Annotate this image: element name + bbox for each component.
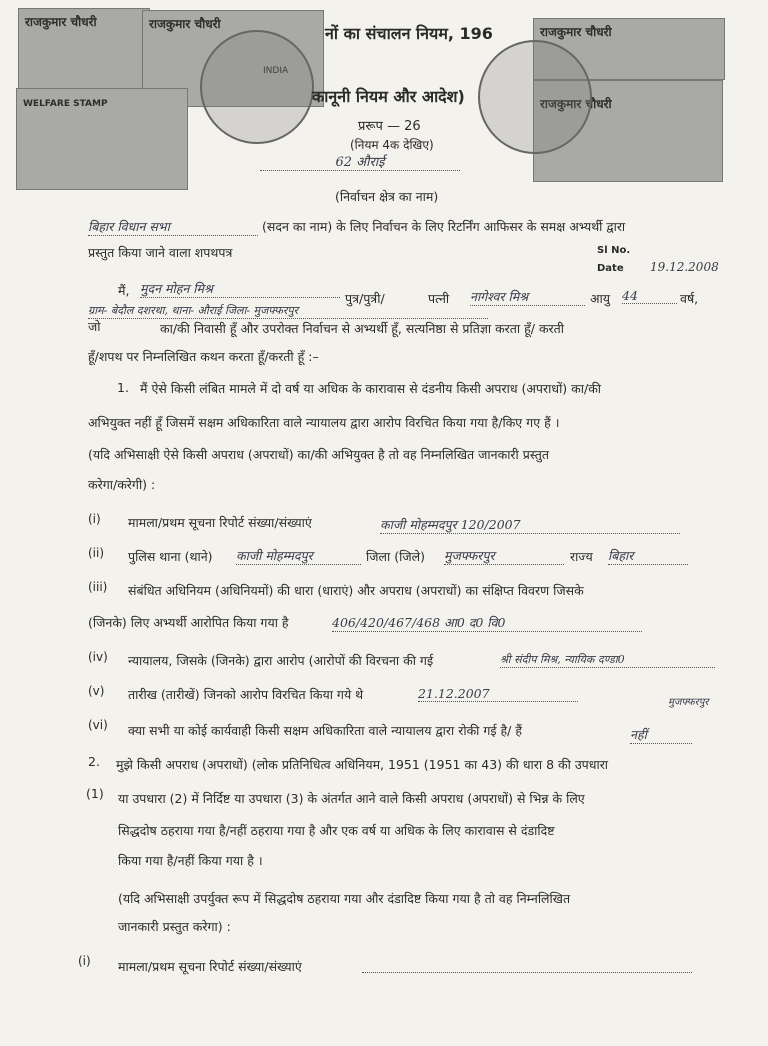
header-subtitle: कानूनी नियम और आदेश): [312, 87, 465, 106]
age-value: 44: [622, 288, 677, 304]
item-label: न्यायालय, जिसके (जिनके) द्वारा आरोप (आरोपों की विरचना की गई: [128, 653, 434, 668]
stay-value: नहीं: [630, 726, 692, 744]
address-value: ग्राम- बेदौल दशरथा, थाना- औराई जिला- मुजफ्फरपुर: [88, 303, 488, 319]
item-label: तारीख (तारीखें) जिनको आरोप विरचित किया गये थे: [128, 687, 364, 702]
year-label: वर्ष,: [680, 291, 699, 306]
case-number-value: काजी मोहम्मदपुर 120/2007: [380, 516, 680, 534]
court-value-place: मुजफ्फरपुर: [668, 697, 709, 708]
seal-icon: [478, 40, 592, 154]
section-number: 2.: [88, 754, 100, 769]
police-station-value: काजी मोहम्मदपुर: [236, 547, 361, 565]
item-number: (ii): [88, 546, 105, 560]
header-title: नों का संचालन नियम, 196: [325, 24, 493, 43]
date-label: Date: [597, 263, 624, 274]
form-number: प्ररूप — 26: [358, 119, 421, 134]
item-label: मामला/प्रथम सूचना रिपोर्ट संख्या/संख्याएं: [128, 515, 312, 530]
charge-date-value: 21.12.2007: [418, 686, 578, 702]
case-number-blank: [362, 958, 692, 973]
district-value: मुजफ्फरपुर: [444, 547, 564, 565]
rule-reference: (नियम 4क देखिए): [350, 138, 434, 152]
me-label: मैं,: [118, 283, 130, 298]
declarant-name: मुदन मोहन मिश्र: [140, 280, 340, 298]
section1-line: (यदि अभिसाक्षी ऐसे किसी अपराध (अपराधों) का/की अभियुक्त है तो वह निम्नलिखित जानकारी प्रस्तुत: [88, 447, 549, 462]
section2-line: जानकारी प्रस्तुत करेगा) :: [118, 919, 231, 934]
oath-line: हूँ/शपथ पर निम्नलिखित कथन करता हूँ/करती हूँ :–: [88, 349, 319, 364]
item-label: क्या सभी या कोई कार्यवाही किसी सक्षम अधिकारिता वाले न्यायालय द्वारा रोकी गई है/ हैं: [128, 723, 523, 738]
section1-line: करेगा/करेगी) :: [88, 477, 156, 492]
item-number: (v): [88, 684, 105, 698]
wife-of-label: पत्नी: [428, 291, 450, 306]
section2-subnumber: (1): [86, 786, 104, 801]
age-label: आयु: [590, 291, 611, 306]
son-of-label: पुत्र/पुत्री/: [345, 291, 385, 306]
resident-line: का/की निवासी हूँ और उपरोक्त निर्वाचन से अभ्यर्थी हूँ, सत्यनिष्ठा से प्रतिज्ञा करता हूँ/ करती: [160, 321, 565, 336]
section1-line: अभियुक्त नहीं हूँ जिसमें सक्षम अधिकारिता वाले न्यायालय द्वारा आरोप विरचित किया गया है/किए गए हैं ।: [88, 415, 560, 430]
item-number: (i): [78, 954, 91, 968]
jo-label: जो: [88, 319, 101, 334]
stamp-text: राजकुमार चौधरी: [25, 15, 97, 29]
sl-no-label: Sl No.: [597, 245, 631, 256]
stamp-text: राजकुमार चौधरी: [149, 17, 221, 31]
intro-line: (सदन का नाम) के लिए निर्वाचन के लिए रिटर्निंग आफिसर के समक्ष अभ्यर्थी द्वारा: [262, 219, 626, 234]
constituency-label: (निर्वाचन क्षेत्र का नाम): [335, 189, 439, 204]
section1-line: मैं ऐसे किसी लंबित मामले में दो वर्ष या अधिक के कारावास से दंडनीय किसी अपराध (अपराधों) का/की: [140, 381, 602, 396]
house-name-value: बिहार विधान सभा: [88, 218, 258, 236]
date-value: 19.12.2008: [650, 260, 719, 274]
sections-value: 406/420/467/468 आ0 द0 वि0: [332, 614, 642, 632]
item-label: पुलिस थाना (थाने): [128, 549, 213, 564]
section2-line: मुझे किसी अपराध (अपराधों) (लोक प्रतिनिधित्व अधिनियम, 1951 (1951 का 43) की धारा 8 की उपधारा: [116, 757, 609, 772]
item-label: संबंधित अधिनियम (अधिनियमों) की धारा (धाराएं) और अपराध (अपराधों) का संक्षिप्त विवरण जिसके: [128, 583, 584, 598]
welfare-stamp: [16, 88, 188, 190]
constituency-value: 62 औराई: [260, 152, 460, 171]
stamp-text: WELFARE STAMP: [23, 99, 108, 109]
section2-line: (यदि अभिसाक्षी उपर्युक्त रूप में सिद्धदोष ठहराया गया और दंडादिष्ट किया गया है तो वह निम्नलिखित: [118, 891, 571, 906]
section2-line: किया गया है/नहीं किया गया है ।: [118, 853, 263, 868]
stamp-text: राजकुमार चौधरी: [540, 97, 612, 111]
item-number: (i): [88, 512, 101, 526]
section2-line: सिद्धदोष ठहराया गया है/नहीं ठहराया गया है और एक वर्ष या अधिक के लिए कारावास से दंडादिष्ट: [118, 823, 555, 838]
seal-icon: [200, 30, 314, 144]
relation-name: नागेश्वर मिश्र: [470, 288, 585, 306]
item-number: (vi): [88, 718, 108, 732]
court-fee-stamp: [18, 8, 150, 98]
section-number: 1.: [117, 380, 129, 395]
stamp-country: INDIA: [263, 66, 289, 76]
section2-line: या उपधारा (2) में निर्दिष्ट या उपधारा (3) के अंतर्गत आने वाले किसी अपराध (अपराधों) से भिन्न के लिए: [118, 791, 585, 806]
item-label: मामला/प्रथम सूचना रिपोर्ट संख्या/संख्याएं: [118, 959, 302, 974]
stamp-text: राजकुमार चौधरी: [540, 25, 612, 39]
district-label: जिला (जिले): [366, 549, 425, 564]
state-label: राज्य: [570, 549, 593, 564]
court-value: श्री संदीप मिश्र, न्यायिक दण्डा0: [500, 652, 715, 668]
item-number: (iii): [88, 580, 108, 594]
state-value: बिहार: [608, 547, 688, 565]
intro-line: प्रस्तुत किया जाने वाला शपथपत्र: [88, 245, 233, 260]
item-label: (जिनके) लिए अभ्यर्थी आरोपित किया गया है: [88, 615, 289, 630]
item-number: (iv): [88, 650, 108, 664]
